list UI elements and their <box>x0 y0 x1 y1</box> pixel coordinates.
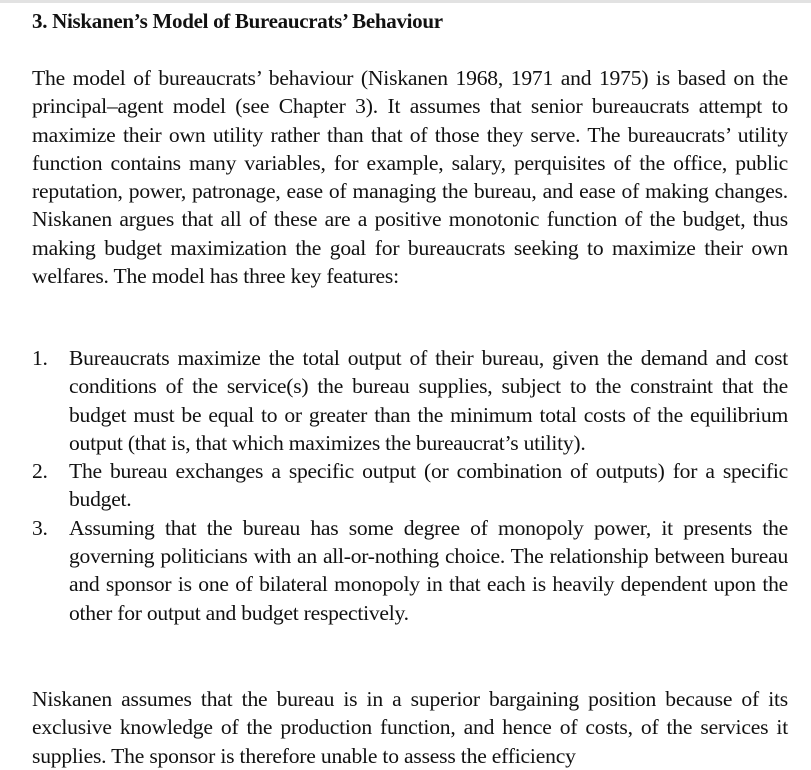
closing-paragraph: Niskanen assumes that the bureau is in a superior bargaining position because of its exclusive knowledge of the production function, and hence of costs, of the services it supplies. The sponsor is therefore unable to assess the efficiency <box>32 687 788 768</box>
intro-paragraph: The model of bureaucrats’ behaviour (Niskanen 1968, 1971 and 1975) is based on the principal–agent model (see Chapter 3). It assumes that senior bureaucrats attempt to maximize their own utility rather than that of those they serve. The bureaucrats’ utility function contains many variables, for example, salary, perquisites of the office, public reputation, power, patronage, ease of managing the bureau, and ease of making changes. Niskanen argues that all of these are a positive monotonic function of the budget, thus making budget maximization the goal for bureaucrats seeking to maximize their own welfares. The model has three key features: <box>32 66 788 289</box>
list-item-number: 1. <box>32 346 48 370</box>
list-item-text: Assuming that the bureau has some degree of monopoly power, it presents the governing politicians with an all-or-nothing choice. The relationship between bureau and sponsor is one of bilateral monopoly in that each is heavily dependent upon the other for output and budget respectively. <box>69 515 788 625</box>
list-item <box>32 344 788 457</box>
page-top-border <box>0 0 811 3</box>
section-heading: 3. Niskanen’s Model of Bureaucrats’ Behaviour <box>32 9 443 33</box>
list-item-number: 2. <box>32 459 48 484</box>
key-features-list <box>32 344 788 627</box>
list-item <box>32 457 788 514</box>
list-item-text: The bureau exchanges a specific output (or combination of outputs) for a specific budget. <box>69 459 788 512</box>
list-item <box>32 514 788 627</box>
list-item-number: 3. <box>32 515 48 540</box>
list-item-text: Bureaucrats maximize the total output of their bureau, given the demand and cost conditions of the service(s) the bureau supplies, subject to the constraint that the budget must be equal to or greater than the minimum total costs of the equilibrium output (that is, that which maximizes the bureaucrat’s utility). <box>69 346 788 455</box>
